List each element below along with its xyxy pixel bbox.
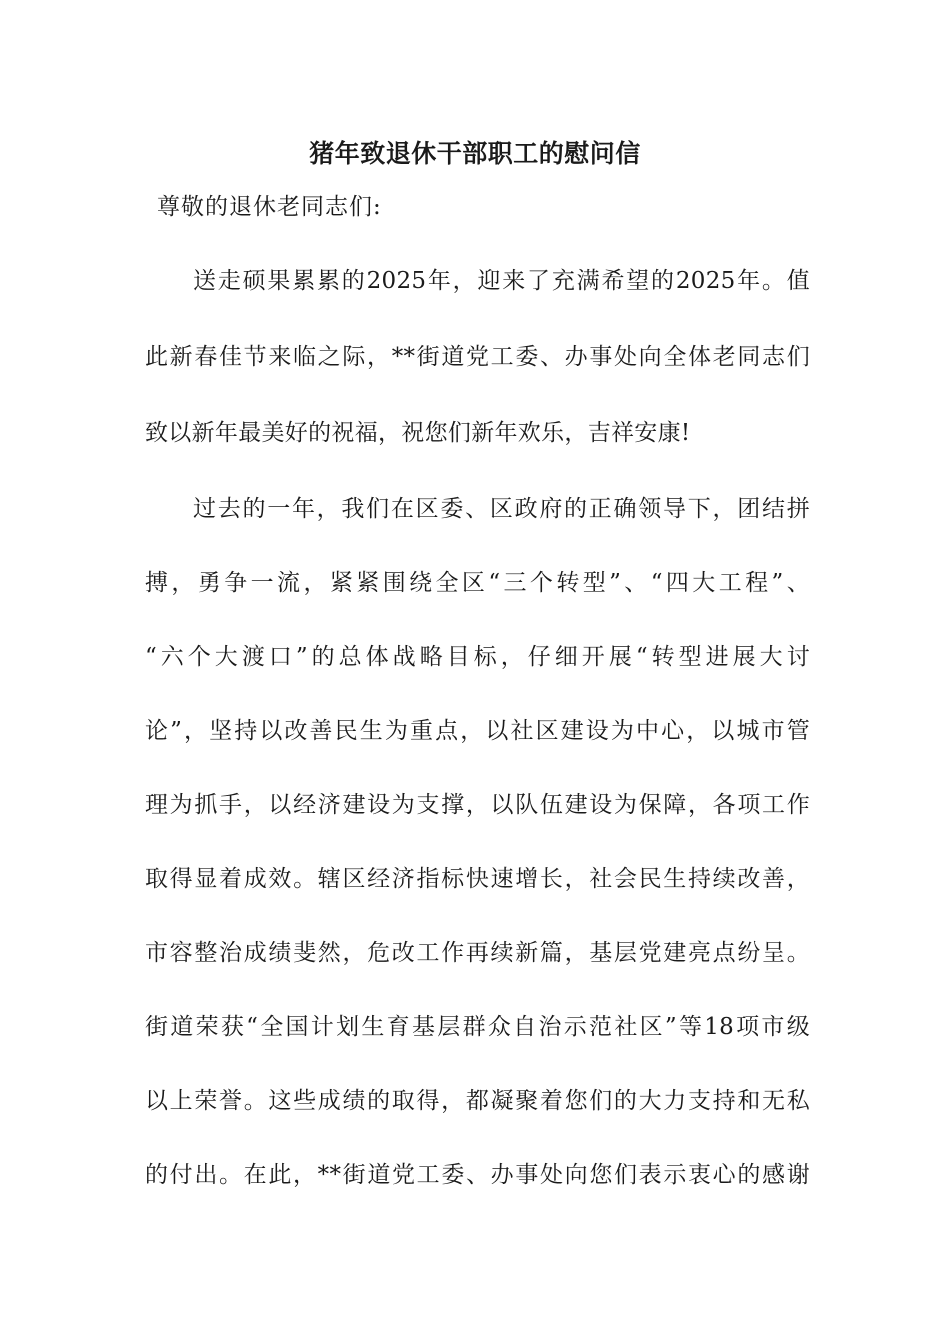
paragraph-line: 取得显着成效。辖区经济指标快速增长，社会民生持续改善， [145,866,810,892]
paragraph-line: 过去的一年，我们在区委、区政府的正确领导下，团结拼 [193,496,810,522]
paragraph-line: 致以新年最美好的祝福，祝您们新年欢乐，吉祥安康! [145,420,691,446]
letter-title: 猪年致退休干部职工的慰问信 [309,139,641,168]
paragraph-line: 论”，坚持以改善民生为重点，以社区建设为中心，以城市管 [145,718,810,744]
paragraph-line: 的付出。在此，**街道党工委、办事处向您们表示衷心的感谢 [145,1162,810,1188]
salutation: 尊敬的退休老同志们: [157,194,382,220]
paragraph-line: 以上荣誉。这些成绩的取得，都凝聚着您们的大力支持和无私 [145,1088,810,1114]
paragraph-line: 此新春佳节来临之际，**街道党工委、办事处向全体老同志们 [145,344,810,370]
paragraph-line: “六个大渡口”的总体战略目标，仔细开展“转型进展大讨 [145,644,810,670]
paragraph-line: 送走硕果累累的2025年，迎来了充满希望的2025年。值 [193,268,810,294]
paragraph-line: 街道荣获“全国计划生育基层群众自治示范社区”等18项市级 [145,1014,810,1040]
paragraph-line: 搏，勇争一流，紧紧围绕全区“三个转型”、“四大工程”、 [145,570,810,596]
paragraph-line: 理为抓手，以经济建设为支撑，以队伍建设为保障，各项工作 [145,792,810,818]
paragraph-line: 市容整治成绩斐然，危改工作再续新篇，基层党建亮点纷呈。 [145,940,810,966]
